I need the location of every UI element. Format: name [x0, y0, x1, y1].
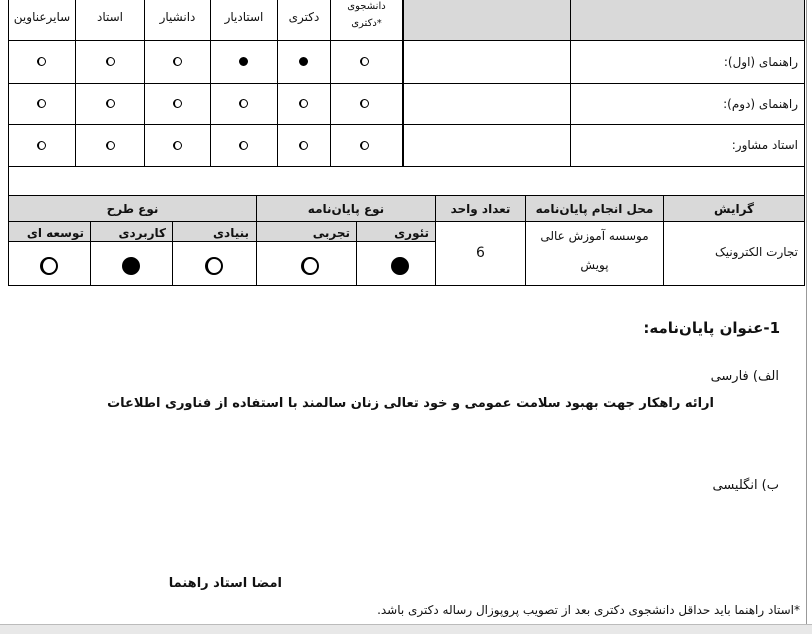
- signature-label: امضا استاد راهنما: [168, 576, 282, 591]
- rank-header-other: سایرعناوین: [13, 10, 71, 24]
- place-value-line2: پویش: [580, 258, 609, 272]
- radio-applied[interactable]: [122, 257, 140, 275]
- advisor-radio-r1-assistant[interactable]: [239, 57, 248, 66]
- persian-title: ارائه راهکار جهت بهبود سلامت عمومی و خود تعالی زنان سالمند با استفاده از فناوری اطلاعات: [107, 396, 714, 411]
- rank-header-assistant: استادیار: [224, 10, 264, 24]
- advisor-radio-r3-other[interactable]: [37, 141, 46, 150]
- advisor-radio-r2-phd[interactable]: [299, 99, 308, 108]
- orientation-value: تجارت الکترونیک: [714, 245, 798, 259]
- advisor-header-shade: [403, 0, 804, 40]
- option-applied: کاربردی: [118, 226, 166, 240]
- header-thesis-type: نوع پایان‌نامه: [307, 202, 385, 216]
- radio-theoretical[interactable]: [391, 257, 409, 275]
- radio-developmental[interactable]: [40, 257, 58, 275]
- advisor-radio-r1-other[interactable]: [37, 57, 46, 66]
- option-theoretical: تئوری: [394, 226, 429, 240]
- header-plan-type: نوع طرح: [106, 202, 159, 216]
- advisor-row-label-second: راهنمای (دوم):: [723, 97, 798, 111]
- advisor-radio-r2-associate[interactable]: [173, 99, 182, 108]
- radio-fundamental[interactable]: [205, 257, 223, 275]
- advisor-radio-r3-associate[interactable]: [173, 141, 182, 150]
- page-edge: [806, 0, 807, 624]
- advisor-radio-r2-other[interactable]: [37, 99, 46, 108]
- title-heading: 1-عنوان پایان‌نامه:: [643, 319, 780, 337]
- header-units: تعداد واحد: [450, 202, 511, 216]
- advisor-radio-r1-phd[interactable]: [299, 57, 308, 66]
- advisor-radio-r3-phd-student[interactable]: [360, 141, 369, 150]
- advisor-radio-r1-associate[interactable]: [173, 57, 182, 66]
- option-developmental: توسعه ای: [26, 226, 84, 240]
- advisor-radio-r2-assistant[interactable]: [239, 99, 248, 108]
- option-experimental: تجربی: [312, 226, 350, 240]
- advisor-radio-r2-phd-student[interactable]: [360, 99, 369, 108]
- advisor-radio-r2-professor[interactable]: [106, 99, 115, 108]
- english-label: ب) انگلیسی: [712, 478, 779, 493]
- persian-label: الف) فارسی: [710, 369, 779, 384]
- rank-header-phd: دکتری: [288, 10, 320, 24]
- advisor-radio-r1-phd-student[interactable]: [360, 57, 369, 66]
- rank-header-associate: دانشیار: [159, 10, 196, 24]
- units-value: 6: [476, 245, 485, 261]
- advisor-radio-r3-professor[interactable]: [106, 141, 115, 150]
- rank-header-phd-student: دانشجوی دکتری*: [347, 1, 386, 29]
- footnote: *استاد راهنما باید حداقل دانشجوی دکتری بعد از تصویب پروپوزال رساله دکتری باشد.: [377, 603, 800, 617]
- option-fundamental: بنیادی: [213, 226, 249, 240]
- advisor-radio-r1-professor[interactable]: [106, 57, 115, 66]
- advisor-radio-r3-phd[interactable]: [299, 141, 308, 150]
- place-value-line1: موسسه آموزش عالی: [540, 229, 649, 243]
- advisor-radio-r3-assistant[interactable]: [239, 141, 248, 150]
- advisor-row-label-first: راهنمای (اول):: [723, 55, 798, 69]
- rank-header-professor: استاد: [96, 10, 123, 24]
- radio-experimental[interactable]: [301, 257, 319, 275]
- header-orientation: گرایش: [713, 202, 755, 216]
- header-place: محل انجام پایان‌نامه: [535, 202, 654, 216]
- advisor-row-label-consultant: استاد مشاور:: [731, 138, 798, 152]
